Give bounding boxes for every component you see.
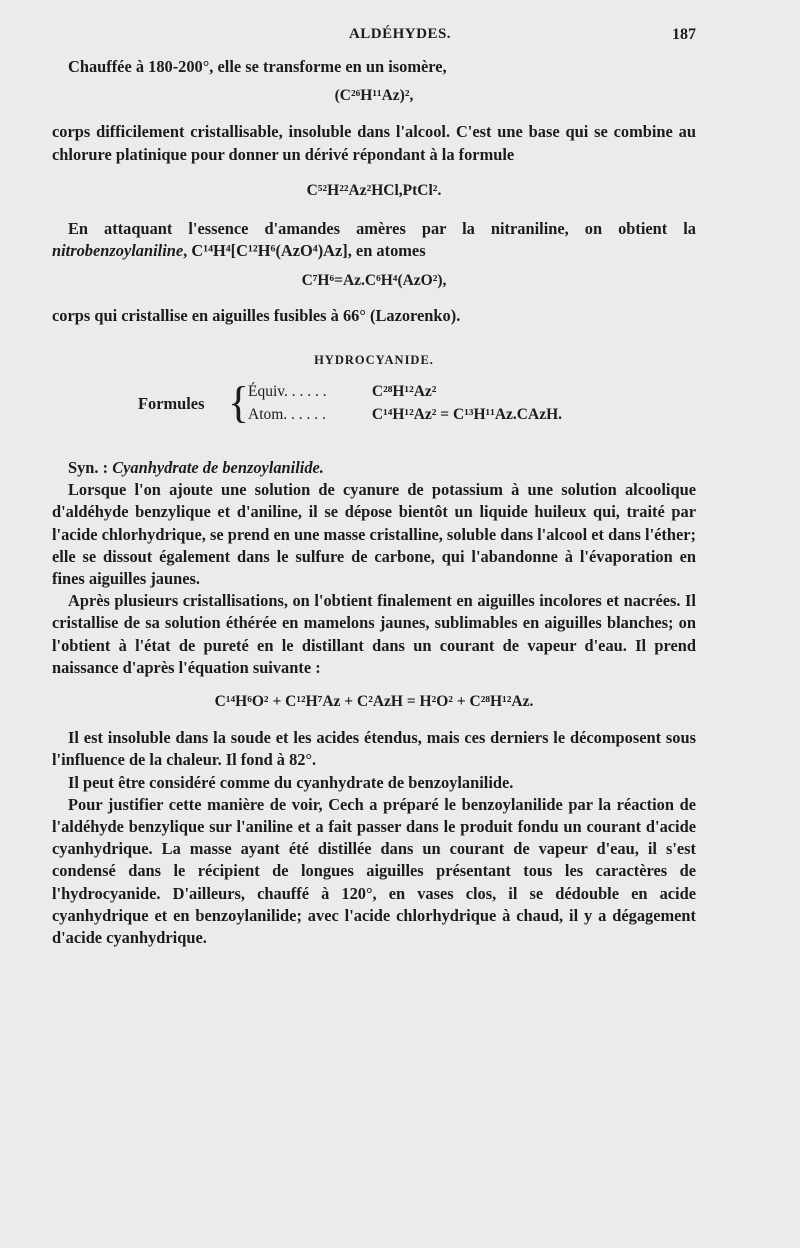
formula-row-atom	[248, 404, 562, 426]
paragraph-considered: Il peut être considéré comme du cyanhydrate de benzoylanilide.	[68, 772, 514, 792]
page-number: 187	[672, 26, 696, 43]
equiv-label: Équiv. . . . . .	[248, 383, 327, 401]
formulas-label: Formules	[138, 394, 205, 414]
formula-row-equiv	[248, 381, 436, 403]
synonym-prefix: Syn. :	[68, 458, 113, 478]
formula-isomer: (C²⁶H¹¹Az)²,	[334, 87, 414, 105]
paragraph-isomer: Chauffée à 180-200°, elle se transforme en un isomère,	[68, 57, 447, 76]
paragraph-crystallisation: Après plusieurs cristallisations, on l'obtient finalement en aiguilles incolores et nacrées. Il cristallise de sa solution éthérée en mamelons jaunes, sublimables en aiguilles blanches; on l'obtient à l'état de pureté en le distillant dans un courant de vapeur d'eau. Il prend naissance d'après l'équation suivante :	[52, 591, 696, 677]
atom-label: Atom. . . . . .	[248, 406, 326, 424]
formula-equation: C¹⁴H⁶O² + C¹²H⁷Az + C²AzH = H²O² + C²⁸H¹²Az.	[214, 693, 534, 711]
formula-atoms: C⁷H⁶=Az.C⁶H⁴(AzO²),	[301, 272, 447, 290]
formulas-block	[52, 378, 696, 429]
equiv-value: C²⁸H¹²Az²	[371, 383, 437, 401]
synonym-line	[52, 457, 696, 479]
paragraph-preparation: Lorsque l'on ajoute une solution de cyanure de potassium à une solution alcoolique d'aldéhyde benzylique et d'aniline, il se dépose bientôt un liquide huileux qui, traité par l'acide chlorhydrique, se prend en une masse cristalline, soluble dans l'alcool et dans l'éther; elle se dissout également dans le sulfure de carbone, qui l'abandonne à l'évaporation en fines aiguilles jaunes.	[52, 480, 696, 589]
paragraph-cech: Pour justifier cette manière de voir, Cech a préparé le benzoylanilide par la réaction de l'aldéhyde benzylique sur l'aniline et a fait passer dans le produit fondu un courant d'acide cyanhydrique. La masse ayant été distillée dans un courant de vapeur d'eau, il s'est condensé dans le récipient de longues aiguilles présentant tous les caractères de l'hydrocyanide. D'ailleurs, chauffé à 120°, en vases clos, il se dédouble en acide cyanhydrique et en benzoylanilide; avec l'acide chlorhydrique à chaud, il y a dégagement d'acide cyanhydrique.	[52, 794, 696, 948]
text-nitraniline-b: , C¹⁴H⁴[C¹²H⁶(AzO⁴)Az], en atomes	[183, 241, 426, 261]
page-header	[0, 26, 800, 48]
atom-value: C¹⁴H¹²Az² = C¹³H¹¹Az.CAzH.	[371, 406, 562, 424]
running-head: ALDÉHYDES.	[348, 26, 452, 42]
paragraph-insoluble: Il est insoluble dans la soude et les acides étendus, mais ces derniers le décomposent sous l'influence de la chaleur. Il fond à 82°.	[52, 728, 696, 770]
synonym-name: Cyanhydrate de benzoylanilide.	[112, 458, 324, 478]
section-title: HYDROCYANIDE.	[314, 352, 434, 367]
text-nitraniline-a: En attaquant l'essence d'amandes amères par la nitraniline, on obtient la	[68, 219, 696, 239]
term-nitrobenzoylaniline: nitrobenzoylaniline	[52, 241, 184, 261]
paragraph-lazorenko: corps qui cristallise en aiguilles fusibles à 66° (Lazorenko).	[52, 305, 461, 325]
page-body	[52, 56, 696, 949]
paragraph-nitraniline	[52, 218, 696, 262]
formula-platinum: C⁵²H²²Az²HCl,PtCl².	[306, 181, 442, 199]
brace-icon: {	[228, 378, 250, 428]
paragraph-base: corps difficilement cristallisable, insoluble dans l'alcool. C'est une base qui se combine au chlorure platinique pour donner un dérivé répondant à la formule	[52, 122, 696, 164]
